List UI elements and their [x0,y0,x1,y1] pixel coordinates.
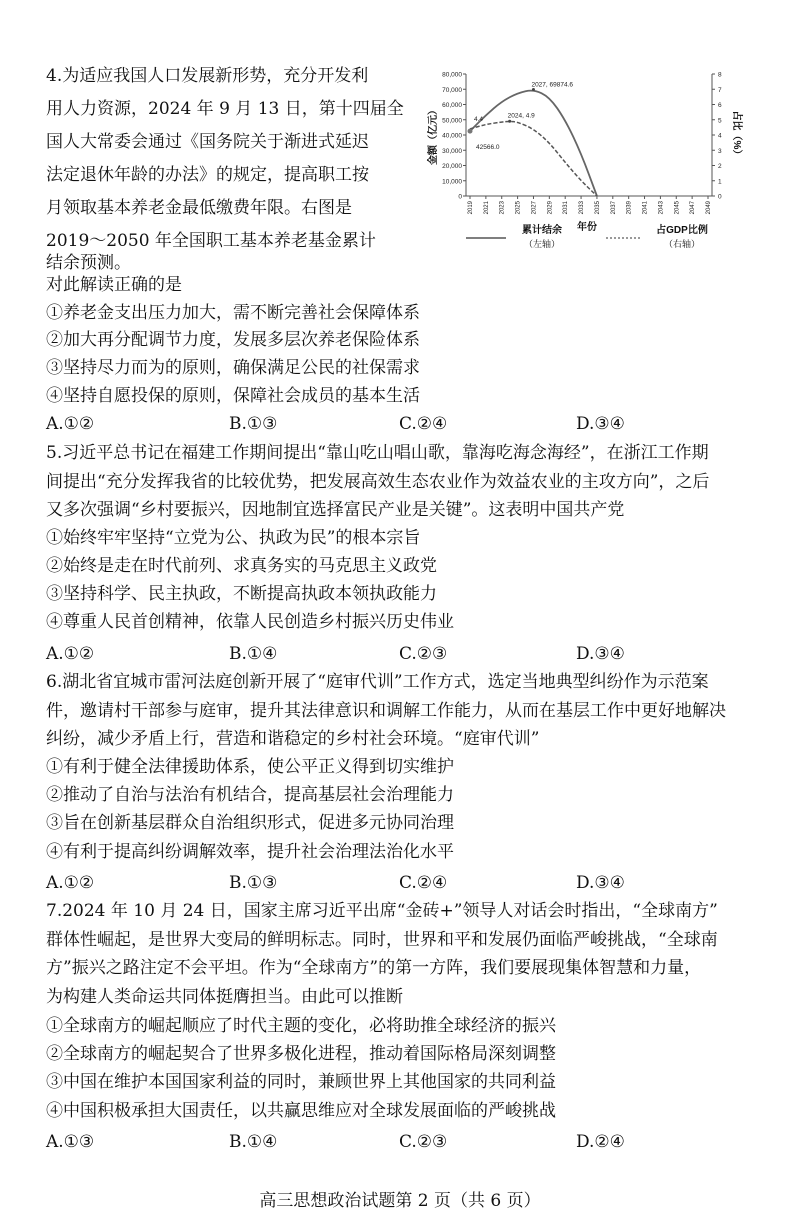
q5-item: ①始终牢牢坚持“立党为公、执政为民”的根本宗旨 [46,528,421,548]
right-tick-label: 0 [718,193,722,201]
q7-line: 为构建人类命运共同体挺膺担当。由此可以推断 [46,987,403,1007]
x-tick-label: 2039 [626,201,633,215]
x-tick-label: 2031 [563,201,570,215]
q4-options [46,410,766,438]
q5-options [46,640,766,668]
option-c[interactable]: C.②④ [399,873,448,893]
q4-item: ②加大再分配调节力度，发展多层次养老保险体系 [46,330,420,350]
q6-line: 件，邀请村干部参与庭审，提升其法律意识和调解工作能力，从而在基层工作中更好地解决 [46,701,726,721]
x-tick-label: 2033 [579,201,586,215]
x-tick-label: 2023 [499,201,506,215]
x-tick-label: 2025 [515,201,522,215]
right-tick-label: 1 [718,178,722,186]
q4-line: 2019～2050 年全国职工基本养老基金累计 [46,231,376,251]
q5-line: 5.习近平总书记在福建工作期间提出“靠山吃山唱山歌，靠海吃海念海经”，在浙江工作期 [46,443,709,463]
right-tick-label: 8 [718,71,722,79]
option-b[interactable]: B.①③ [229,873,278,893]
q7-line: 群体性崛起，是世界大变局的鲜明标志。同时，世界和平和发展仍面临严峻挑战，“全球南 [46,930,718,950]
x-axis-label: 年份 [577,222,597,233]
q4-item: ①养老金支出压力加大，需不断完善社会保障体系 [46,303,420,323]
q4-line: 法定退休年龄的办法》的规定，提高职工按 [46,165,369,185]
option-b[interactable]: B.①④ [229,1132,278,1152]
x-tick-label: 2029 [547,201,554,215]
left-tick-label: 20,000 [442,163,462,170]
right-axis-label: 占比（%） [731,110,742,160]
option-c[interactable]: C.②③ [399,1132,448,1152]
q6-item: ①有利于健全法律援助体系，使公平正义得到切实维护 [46,757,454,777]
q4-item: ④坚持自愿投保的原则，保障社会成员的基本生活 [46,386,420,406]
right-tick-label: 7 [718,86,722,94]
x-tick-label: 2047 [690,201,697,215]
x-tick-label: 2027 [531,201,538,215]
option-a[interactable]: A.①② [46,873,95,893]
x-tick-label: 2037 [610,201,617,215]
option-d[interactable]: D.③④ [576,873,625,893]
q7-options [46,1128,766,1156]
q4-line: 国人大常委会通过《国务院关于渐进式延迟 [46,132,369,152]
q5-item: ④尊重人民首创精神，依靠人民创造乡村振兴历史伟业 [46,612,454,632]
x-tick-label: 2043 [658,201,665,215]
q7-item: ③中国在维护本国国家利益的同时，兼顾世界上其他国家的共同利益 [46,1072,556,1092]
x-tick-label: 2045 [674,201,681,215]
x-tick-label: 2021 [483,201,490,215]
x-tick-label: 2041 [642,201,649,215]
right-tick-label: 4 [718,132,722,140]
q6-line: 纠纷，减少矛盾上行，营造和谐稳定的乡村社会环境。“庭审代训” [46,729,540,749]
q6-options [46,869,766,897]
q4-line: 结余预测。 [46,253,131,273]
annotation-start-balance: 42566.0 [476,144,500,152]
option-a[interactable]: A.①③ [46,1132,95,1152]
pension-balance-chart [430,66,775,272]
q7-item: ①全球南方的崛起顺应了时代主题的变化，必将助推全球经济的振兴 [46,1016,556,1036]
left-tick-label: 80,000 [442,71,462,79]
q6-line: 6.湖北省宜城市雷河法庭创新开展了“庭审代训”工作方式，选定当地典型纠纷作为示范案 [46,672,709,692]
left-tick-label: 10,000 [442,178,462,186]
page-footer: 高三思想政治试题第 2 页（共 6 页） [259,1191,541,1211]
left-tick-label: 70,000 [442,86,462,94]
right-tick-label: 2 [718,163,722,170]
q5-line: 又多次强调“乡村要振兴，因地制宜选择富民产业是关键”。这表明中国共产党 [46,500,625,520]
option-c[interactable]: C.②③ [399,644,448,664]
option-a[interactable]: A.①② [46,414,95,434]
legend-label-gdp-ratio: 占GDP比例 [656,225,708,236]
left-tick-label: 30,000 [442,147,462,155]
right-tick-label: 3 [718,147,722,155]
q6-item: ③旨在创新基层群众自治组织形式，促进多元协同治理 [46,813,454,833]
q4-item: ③坚持尽力而为的原则，确保满足公民的社保需求 [46,358,420,378]
option-b[interactable]: B.①④ [229,644,278,664]
legend-sub-gdp-ratio: （右轴） [663,239,701,249]
right-tick-label: 5 [718,117,722,125]
annotation-marker [532,88,535,91]
annotation-marker [508,120,511,123]
left-axis-label: 金额（亿元） [428,105,439,165]
q4-line: 4.为适应我国人口发展新形势，充分开发利 [46,66,369,86]
legend-sub-balance: （左轴） [523,239,561,249]
q7-line: 7.2024 年 10 月 24 日，国家主席习近平出席“金砖+”领导人对话会时指出，“全球南方” [46,901,718,921]
q4-line: 用人力资源，2024 年 9 月 13 日，第十四届全 [46,99,404,119]
option-c[interactable]: C.②④ [399,414,448,434]
series-line-gdp-ratio [470,121,597,196]
q5-line: 间提出“充分发挥我省的比较优势，把发展高效生态农业作为效益农业的主攻方向”，之后 [46,472,710,492]
q6-item: ④有利于提高纠纷调解效率，提升社会治理法治化水平 [46,842,454,862]
option-d[interactable]: D.③④ [576,644,625,664]
x-tick-label: 2049 [706,201,712,215]
q7-item: ④中国积极承担大国责任，以共赢思维应对全球发展面临的严峻挑战 [46,1101,556,1121]
option-a[interactable]: A.①② [46,644,95,664]
q5-item: ③坚持科学、民主执政，不断提高执政本领执政能力 [46,584,437,604]
q7-line: 方”振兴之路注定不会平坦。作为“全球南方”的第一方阵，我们要展现集体智慧和力量， [46,958,702,978]
x-tick-label: 2019 [468,201,474,215]
q6-item: ②推动了自治与法治有机结合，提高基层社会治理能力 [46,785,454,805]
x-tick-label: 2035 [594,201,601,215]
balance-start-marker [468,129,473,134]
left-tick-label: 0 [458,193,462,201]
left-tick-label: 50,000 [442,117,462,125]
option-b[interactable]: B.①③ [229,414,278,434]
option-d[interactable]: D.②④ [576,1132,625,1152]
annotation-start-ratio: 4.4 [474,115,484,123]
q7-item: ②全球南方的崛起契合了世界多极化进程，推动着国际格局深刻调整 [46,1044,556,1064]
option-d[interactable]: D.③④ [576,414,625,434]
q4-line: 月领取基本养老金最低缴费年限。右图是 [46,198,352,218]
annotation-peak-balance: 2027, 69874.6 [531,81,574,89]
legend-label-balance: 累计结余 [522,225,562,236]
annotation-peak-ratio: 2024, 4.9 [507,112,535,120]
left-tick-label: 40,000 [442,132,462,140]
right-tick-label: 6 [718,102,722,109]
q4-line: 对此解读正确的是 [46,275,182,295]
q5-item: ②始终是走在时代前列、求真务实的马克思主义政党 [46,556,437,576]
left-tick-label: 60,000 [442,102,462,109]
